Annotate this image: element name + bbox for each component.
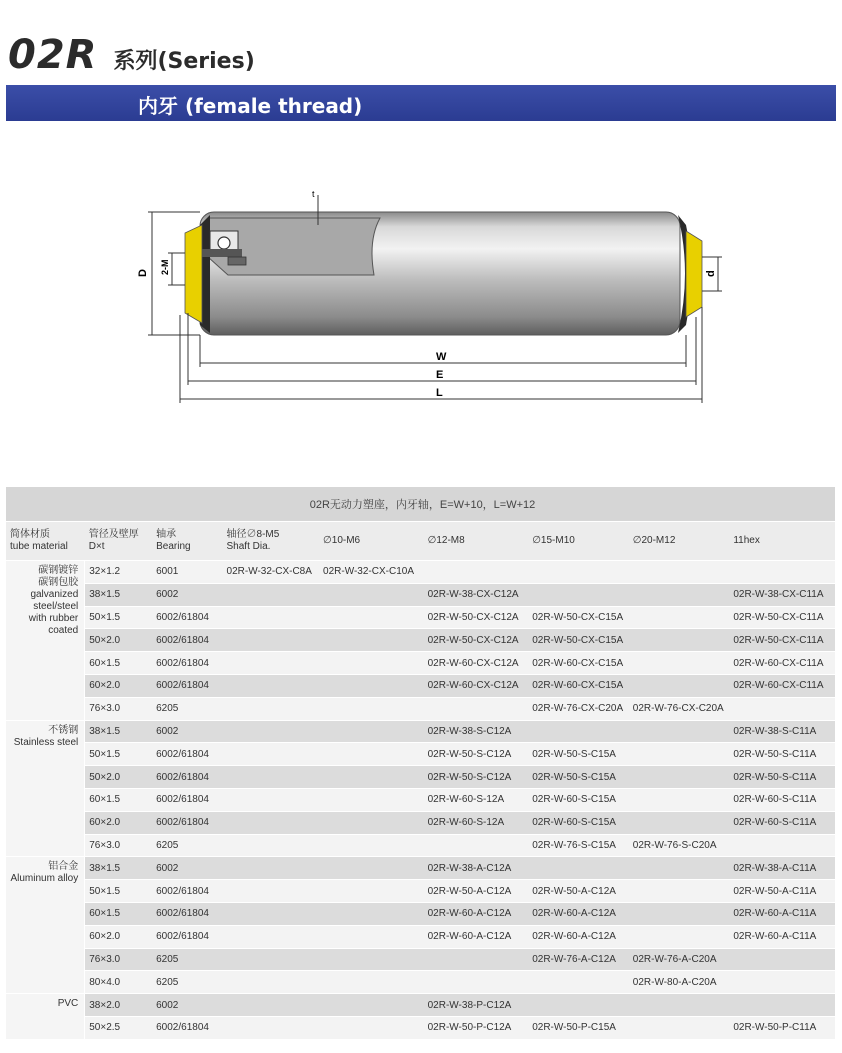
table-cell: 50×2.0: [85, 629, 152, 652]
page-header: [8, 32, 255, 78]
table-cell: 6002/61804: [152, 880, 222, 903]
table-cell: [319, 697, 424, 720]
label-E: E: [436, 369, 444, 381]
table-row: [6, 880, 835, 903]
table-cell: [223, 766, 320, 789]
table-cell: 02R-W-38-A-C12A: [424, 857, 529, 880]
header-cell: ∅15-M10: [528, 522, 629, 561]
table-cell: 50×2.0: [85, 766, 152, 789]
table-cell: [629, 629, 730, 652]
table-cell: [528, 583, 629, 606]
table-cell: [223, 629, 320, 652]
table-cell: [223, 743, 320, 766]
table-cell: 02R-W-38-P-C12A: [424, 994, 529, 1017]
table-row: [6, 994, 835, 1017]
table-cell: [629, 925, 730, 948]
table-cell: [319, 583, 424, 606]
table-cell: 02R-W-60-S-C15A: [528, 811, 629, 834]
table-cell: 76×3.0: [85, 948, 152, 971]
table-cell: 6002: [152, 994, 222, 1017]
header-cell: 轴径∅8-M5 Shaft Dia.: [223, 522, 320, 561]
table-cell: 80×4.0: [85, 971, 152, 994]
table-row: [6, 857, 835, 880]
table-cell: [223, 902, 320, 925]
table-cell: [319, 994, 424, 1017]
table-cell: 02R-W-50-CX-C11A: [729, 606, 835, 629]
table-cell: 02R-W-38-CX-C11A: [729, 583, 835, 606]
header-cell: 轴承 Bearing: [152, 522, 222, 561]
table-cell: 02R-W-50-CX-C12A: [424, 606, 529, 629]
table-cell: 6002/61804: [152, 652, 222, 675]
table-cell: 02R-W-50-S-C11A: [729, 743, 835, 766]
table-cell: 02R-W-60-CX-C15A: [528, 674, 629, 697]
table-cell: [223, 583, 320, 606]
table-cell: 02R-W-50-CX-C11A: [729, 629, 835, 652]
table-row: [6, 811, 835, 834]
table-cell: 6002: [152, 720, 222, 743]
table-cell: [629, 994, 730, 1017]
table-cell: [223, 720, 320, 743]
table-cell: 32×1.2: [85, 561, 152, 584]
table-cell: 6002/61804: [152, 811, 222, 834]
table-cell: 02R-W-50-P-C12A: [424, 1016, 529, 1039]
table-cell: [424, 971, 529, 994]
table-cell: [319, 674, 424, 697]
table-cell: 60×1.5: [85, 902, 152, 925]
table-cell: [629, 583, 730, 606]
table-cell: [223, 948, 320, 971]
table-cell: [223, 834, 320, 857]
table-cell: [223, 994, 320, 1017]
table-cell: [319, 880, 424, 903]
table-cell: 6002/61804: [152, 674, 222, 697]
table-cell: 6001: [152, 561, 222, 584]
table-cell: 02R-W-38-S-C12A: [424, 720, 529, 743]
table-caption: 02R无动力塑座，内牙轴，E=W+10，L=W+12: [6, 487, 835, 522]
table-cell: [319, 788, 424, 811]
table-cell: [223, 880, 320, 903]
table-cell: [729, 561, 835, 584]
material-cell: 铝合金 Aluminum alloy: [6, 857, 85, 994]
table-cell: 6205: [152, 948, 222, 971]
table-cell: [223, 925, 320, 948]
table-cell: 02R-W-76-A-C20A: [629, 948, 730, 971]
label-D: D: [137, 269, 149, 277]
left-end-cap: [185, 225, 202, 323]
header-cell: 11hex: [729, 522, 835, 561]
table-cell: [629, 788, 730, 811]
table-cell: 02R-W-60-CX-C15A: [528, 652, 629, 675]
table-cell: 60×1.5: [85, 788, 152, 811]
table-cell: [629, 811, 730, 834]
table-cell: [528, 994, 629, 1017]
table-cell: 50×1.5: [85, 743, 152, 766]
table-cell: 02R-W-50-S-C11A: [729, 766, 835, 789]
table-row: [6, 720, 835, 743]
table-cell: [223, 674, 320, 697]
table-row: [6, 583, 835, 606]
table-cell: 02R-W-60-S-C15A: [528, 788, 629, 811]
label-W: W: [436, 351, 447, 363]
table-cell: [319, 743, 424, 766]
table-row: [6, 561, 835, 584]
section-band: [6, 85, 836, 121]
table-cell: [629, 606, 730, 629]
table-cell: 6002/61804: [152, 629, 222, 652]
table-cell: 6002/61804: [152, 1016, 222, 1039]
table-caption-row: [6, 487, 835, 522]
table-cell: 50×1.5: [85, 880, 152, 903]
table-cell: 02R-W-80-A-C20A: [629, 971, 730, 994]
table-cell: 76×3.0: [85, 834, 152, 857]
table-cell: 60×1.5: [85, 652, 152, 675]
roller-drawing: [130, 185, 730, 410]
table-cell: 02R-W-60-CX-C11A: [729, 674, 835, 697]
table-cell: [629, 561, 730, 584]
table-cell: [319, 902, 424, 925]
table-cell: [629, 743, 730, 766]
table-cell: 60×2.0: [85, 674, 152, 697]
table-cell: [629, 880, 730, 903]
table-cell: [319, 811, 424, 834]
table-cell: 02R-W-38-S-C11A: [729, 720, 835, 743]
table-cell: [424, 561, 529, 584]
table-cell: [729, 948, 835, 971]
table-cell: 02R-W-50-CX-C15A: [528, 606, 629, 629]
table-cell: 02R-W-50-P-C15A: [528, 1016, 629, 1039]
table-cell: [629, 674, 730, 697]
table-cell: 02R-W-50-S-C12A: [424, 743, 529, 766]
material-cell: 不锈钢 Stainless steel: [6, 720, 85, 857]
spec-table: [6, 487, 835, 1040]
table-cell: 02R-W-60-A-C11A: [729, 925, 835, 948]
header-cell: ∅20-M12: [629, 522, 730, 561]
table-cell: 02R-W-60-S-C11A: [729, 811, 835, 834]
table-cell: 6002/61804: [152, 925, 222, 948]
table-cell: 50×2.5: [85, 1016, 152, 1039]
table-cell: 02R-W-60-S-12A: [424, 788, 529, 811]
table-cell: [223, 788, 320, 811]
table-row: [6, 925, 835, 948]
table-row: [6, 629, 835, 652]
table-row: [6, 652, 835, 675]
section-title: 内牙 (female thread): [138, 94, 363, 118]
table-cell: 02R-W-60-A-C12A: [424, 902, 529, 925]
table-row: [6, 766, 835, 789]
table-cell: 6205: [152, 971, 222, 994]
table-cell: 02R-W-38-CX-C12A: [424, 583, 529, 606]
table-cell: [729, 971, 835, 994]
table-row: [6, 674, 835, 697]
table-cell: [528, 971, 629, 994]
table-cell: 02R-W-60-A-C11A: [729, 902, 835, 925]
table-row: [6, 834, 835, 857]
header-cell: 管径及壁厚 D×t: [85, 522, 152, 561]
table-cell: 02R-W-60-CX-C12A: [424, 674, 529, 697]
table-cell: [319, 834, 424, 857]
table-cell: 02R-W-50-A-C12A: [424, 880, 529, 903]
label-t: t: [312, 189, 315, 199]
table-cell: [629, 902, 730, 925]
header-cell: 简体材质 tube material: [6, 522, 85, 561]
table-cell: [319, 652, 424, 675]
table-cell: 02R-W-60-S-12A: [424, 811, 529, 834]
table-cell: [223, 697, 320, 720]
series-label: 系列(Series): [113, 49, 255, 74]
table-cell: [319, 948, 424, 971]
table-cell: [319, 606, 424, 629]
label-d: d: [705, 270, 717, 277]
table-cell: 38×1.5: [85, 857, 152, 880]
table-cell: [319, 925, 424, 948]
table-cell: 02R-W-38-A-C11A: [729, 857, 835, 880]
table-row: [6, 743, 835, 766]
table-cell: [528, 720, 629, 743]
table-cell: 02R-W-50-S-C12A: [424, 766, 529, 789]
table-cell: [424, 834, 529, 857]
table-cell: 6002/61804: [152, 766, 222, 789]
table-cell: 02R-W-50-CX-C12A: [424, 629, 529, 652]
table-cell: 6002/61804: [152, 743, 222, 766]
table-cell: [528, 561, 629, 584]
table-cell: [729, 834, 835, 857]
table-cell: [319, 1016, 424, 1039]
table-cell: 02R-W-50-CX-C15A: [528, 629, 629, 652]
header-cell: ∅10-M6: [319, 522, 424, 561]
table-cell: [629, 857, 730, 880]
table-header-row: [6, 522, 835, 561]
table-cell: [319, 971, 424, 994]
table-cell: [629, 1016, 730, 1039]
table-cell: [223, 606, 320, 629]
table-cell: 02R-W-60-CX-C11A: [729, 652, 835, 675]
table-cell: 02R-W-76-CX-C20A: [629, 697, 730, 720]
table-cell: [629, 720, 730, 743]
table-cell: 02R-W-50-S-C15A: [528, 766, 629, 789]
table-cell: 6205: [152, 697, 222, 720]
table-cell: 02R-W-60-A-C12A: [528, 925, 629, 948]
table-cell: 02R-W-76-S-C15A: [528, 834, 629, 857]
table-row: [6, 697, 835, 720]
table-cell: [319, 857, 424, 880]
table-cell: 02R-W-50-A-C11A: [729, 880, 835, 903]
table-cell: 02R-W-76-CX-C20A: [528, 697, 629, 720]
table-cell: [223, 652, 320, 675]
table-cell: 02R-W-60-A-C12A: [528, 902, 629, 925]
table-cell: [319, 629, 424, 652]
table-cell: 02R-W-76-A-C12A: [528, 948, 629, 971]
material-cell: 碳钢镀锌 碳钢包胶 galvanized steel/steel with rubber coated: [6, 561, 85, 721]
header-cell: ∅12-M8: [424, 522, 529, 561]
table-cell: 60×2.0: [85, 925, 152, 948]
label-2M: 2-M: [160, 259, 170, 275]
material-cell: PVC: [6, 994, 85, 1040]
table-cell: [424, 948, 529, 971]
table-cell: 02R-W-50-P-C11A: [729, 1016, 835, 1039]
table-cell: 02R-W-60-A-C12A: [424, 925, 529, 948]
table-cell: [319, 720, 424, 743]
table-row: [6, 948, 835, 971]
table-cell: 6002/61804: [152, 606, 222, 629]
table-cell: 6002: [152, 857, 222, 880]
table-row: [6, 1016, 835, 1039]
table-cell: [319, 766, 424, 789]
label-L: L: [436, 387, 443, 399]
table-cell: [223, 811, 320, 834]
table-cell: 50×1.5: [85, 606, 152, 629]
table-cell: 76×3.0: [85, 697, 152, 720]
table-cell: [528, 857, 629, 880]
table-cell: 02R-W-32-CX-C8A: [223, 561, 320, 584]
table-cell: [729, 697, 835, 720]
table-cell: 6002/61804: [152, 788, 222, 811]
table-cell: 02R-W-60-S-C11A: [729, 788, 835, 811]
table-cell: 60×2.0: [85, 811, 152, 834]
table-cell: 02R-W-50-S-C15A: [528, 743, 629, 766]
table-cell: 6205: [152, 834, 222, 857]
table-row: [6, 606, 835, 629]
table-cell: [629, 766, 730, 789]
table-cell: [729, 994, 835, 1017]
table-cell: 02R-W-50-A-C12A: [528, 880, 629, 903]
table-cell: 02R-W-76-S-C20A: [629, 834, 730, 857]
table-cell: 38×2.0: [85, 994, 152, 1017]
table-cell: 02R-W-32-CX-C10A: [319, 561, 424, 584]
series-code: 02R: [8, 32, 98, 78]
table-cell: [629, 652, 730, 675]
right-end-cap: [686, 231, 702, 317]
table-row: [6, 902, 835, 925]
table-cell: [424, 697, 529, 720]
table-cell: 38×1.5: [85, 583, 152, 606]
table-cell: [223, 1016, 320, 1039]
table-cell: [223, 971, 320, 994]
table-cell: [223, 857, 320, 880]
table-cell: 38×1.5: [85, 720, 152, 743]
table-cell: 6002: [152, 583, 222, 606]
table-cell: 02R-W-60-CX-C12A: [424, 652, 529, 675]
table-row: [6, 971, 835, 994]
table-cell: 6002/61804: [152, 902, 222, 925]
table-row: [6, 788, 835, 811]
